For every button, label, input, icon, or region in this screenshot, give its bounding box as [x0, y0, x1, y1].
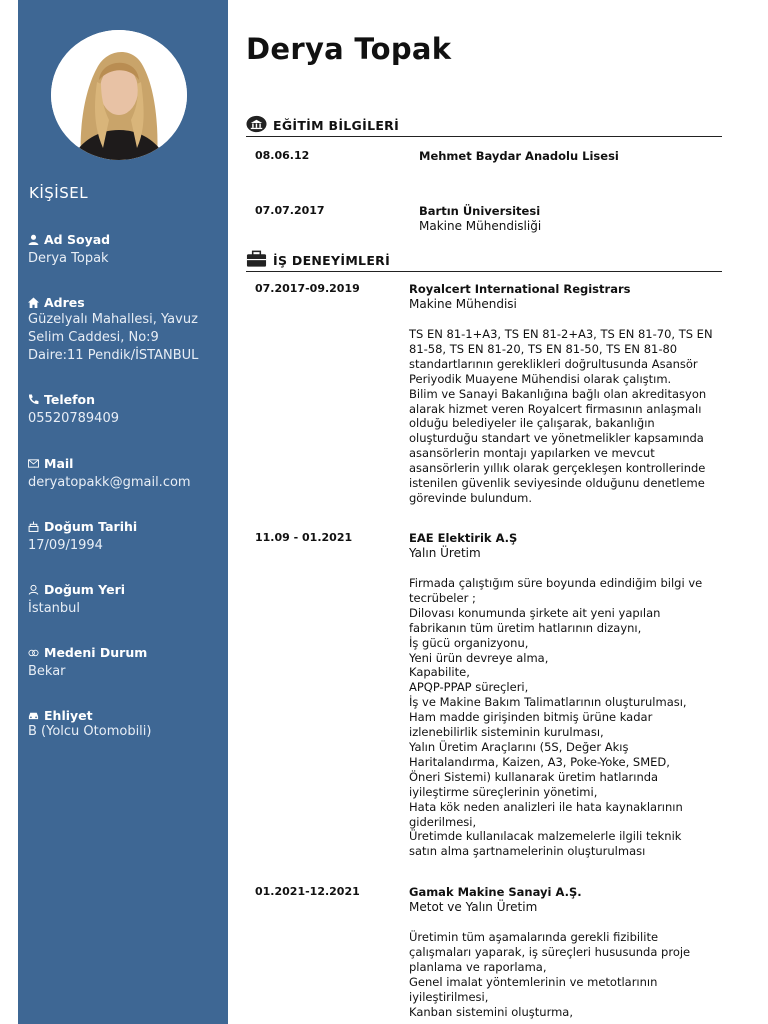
- education-heading: [246, 115, 722, 137]
- entry-description: Üretimin tüm aşamalarında gerekli fizibilite çalışmaları yaparak, iş süreçleri hususunda proje planlama ve raporlama, Genel imalat yöntemlerinin ve metotlarının iyileştirilmesi, Kanban sistemini oluşturma,: [409, 930, 691, 1019]
- field-license: [28, 706, 223, 741]
- field-label: Doğum Tarihi: [44, 518, 138, 534]
- car-icon: [28, 710, 39, 721]
- entry-organization: Royalcert International Registrars: [409, 282, 631, 296]
- page-title: Derya Topak: [246, 32, 452, 66]
- person-icon: [28, 234, 39, 245]
- field-mail: [28, 454, 223, 492]
- institution-icon: [246, 115, 267, 133]
- field-value: deryatopakk@gmail.com: [28, 475, 191, 490]
- entry-date: 11.09 - 01.2021: [255, 531, 353, 544]
- entry-role: Makine Mühendisi: [409, 297, 517, 311]
- field-label: Doğum Yeri: [44, 581, 126, 597]
- entry-date: 01.2021-12.2021: [255, 885, 360, 898]
- cake-icon: [28, 521, 39, 532]
- field-phone: [28, 390, 223, 428]
- field-label: Mail: [44, 455, 74, 471]
- field-value: İstanbul: [28, 601, 81, 616]
- profile-photo: [51, 30, 187, 160]
- section-heading-text: İŞ DENEYİMLERİ: [273, 253, 391, 268]
- entry-role: Yalın Üretim: [409, 546, 481, 560]
- mail-icon: [28, 458, 39, 469]
- entry-organization: Gamak Makine Sanayi A.Ş.: [409, 885, 582, 899]
- field-value: B (Yolcu Otomobili): [28, 724, 152, 739]
- field-value: 05520789409: [28, 411, 119, 426]
- entry-description: Firmada çalıştığım süre boyunda edindiğim bilgi ve tecrübeler ; Dilovası konumunda şirkete ait yeni yapılan fabrikanın tüm üretim hatlarının dizaynı, İş gücü organizyonu, Yeni ürün devreye alma, Kapabilite, APQP-PPAP süreçleri, İş ve Makine Bakım Talimatlarının oluşturulması, Ham madde girişinden bitmiş ürüne kadar izlenebilirlik sisteminin kurulması, Yalın Üretim Araçlarını (5S, Değer Akış Haritalandırma, Kaizen, A3, Poke-Yoke, SMED, Öneri Sistemi) kullanarak üretim hatlarında iyileştirme süreçlerinin yönetimi, Hata kök neden analizleri ile hata kaynaklarının giderilmesi, Üretimde kullanılacak malzemelerle ilgili teknik satın alma şartnamelerinin oluşturulması: [409, 576, 703, 859]
- field-label: Ehliyet: [44, 707, 93, 723]
- field-value: Bekar: [28, 664, 66, 679]
- section-heading-text: EĞİTİM BİLGİLERİ: [273, 118, 400, 133]
- field-label: Telefon: [44, 391, 96, 407]
- entry-organization: Mehmet Baydar Anadolu Lisesi: [419, 149, 619, 163]
- field-birth-place: [28, 580, 223, 618]
- home-icon: [28, 297, 39, 308]
- entry-date: 07.2017-09.2019: [255, 282, 360, 295]
- field-name: [28, 230, 223, 268]
- entry-date: 07.07.2017: [255, 204, 325, 217]
- field-value: Derya Topak: [28, 251, 109, 266]
- experience-heading: [246, 250, 722, 272]
- field-value: Güzelyalı Mahallesi, Yavuz Selim Caddesi, No:9 Daire:11 Pendik/İSTANBUL: [28, 312, 199, 363]
- entry-role: Makine Mühendisliği: [419, 219, 542, 233]
- field-address: [28, 293, 223, 365]
- entry-role: Metot ve Yalın Üretim: [409, 900, 538, 914]
- field-marital-status: [28, 643, 223, 681]
- field-label: Adres: [44, 294, 85, 310]
- entry-organization: Bartın Üniversitesi: [419, 204, 541, 218]
- phone-icon: [28, 394, 39, 405]
- personal-section-title: KİŞİSEL: [29, 184, 89, 202]
- entry-organization: EAE Elektirik A.Ş: [409, 531, 518, 545]
- portrait-image: [51, 30, 187, 160]
- briefcase-icon: [246, 250, 267, 268]
- sidebar: [18, 0, 228, 1024]
- rings-icon: [28, 647, 39, 658]
- field-label: Medeni Durum: [44, 644, 148, 660]
- entry-description: TS EN 81-1+A3, TS EN 81-2+A3, TS EN 81-70, TS EN 81-58, TS EN 81-20, TS EN 81-50, TS EN 81-80 standartlarının gereklikleri doğrultusunda Asansör Periyodik Muayene Mühendisi olarak çalıştım. Bilim ve Sanayi Bakanlığına bağlı olan akreditasyon alarak hizmet veren Royalcert firmasının anlaşmalı olduğu belediyeler ile çalışarak, bakanlığın oluşturduğu standart ve yönetmelikler kapsamında asansörlerin montajı yapılarken ve mevcut asansörlerin yıllık olarak gerçekleşen kontrollerinde istenilen güvenlik seviyesinde olduğunu denetleme görevinde bulundum.: [409, 327, 713, 505]
- entry-date: 08.06.12: [255, 149, 310, 162]
- field-birth-date: [28, 517, 223, 555]
- field-label: Ad Soyad: [44, 231, 111, 247]
- field-value: 17/09/1994: [28, 538, 103, 553]
- location-icon: [28, 584, 39, 595]
